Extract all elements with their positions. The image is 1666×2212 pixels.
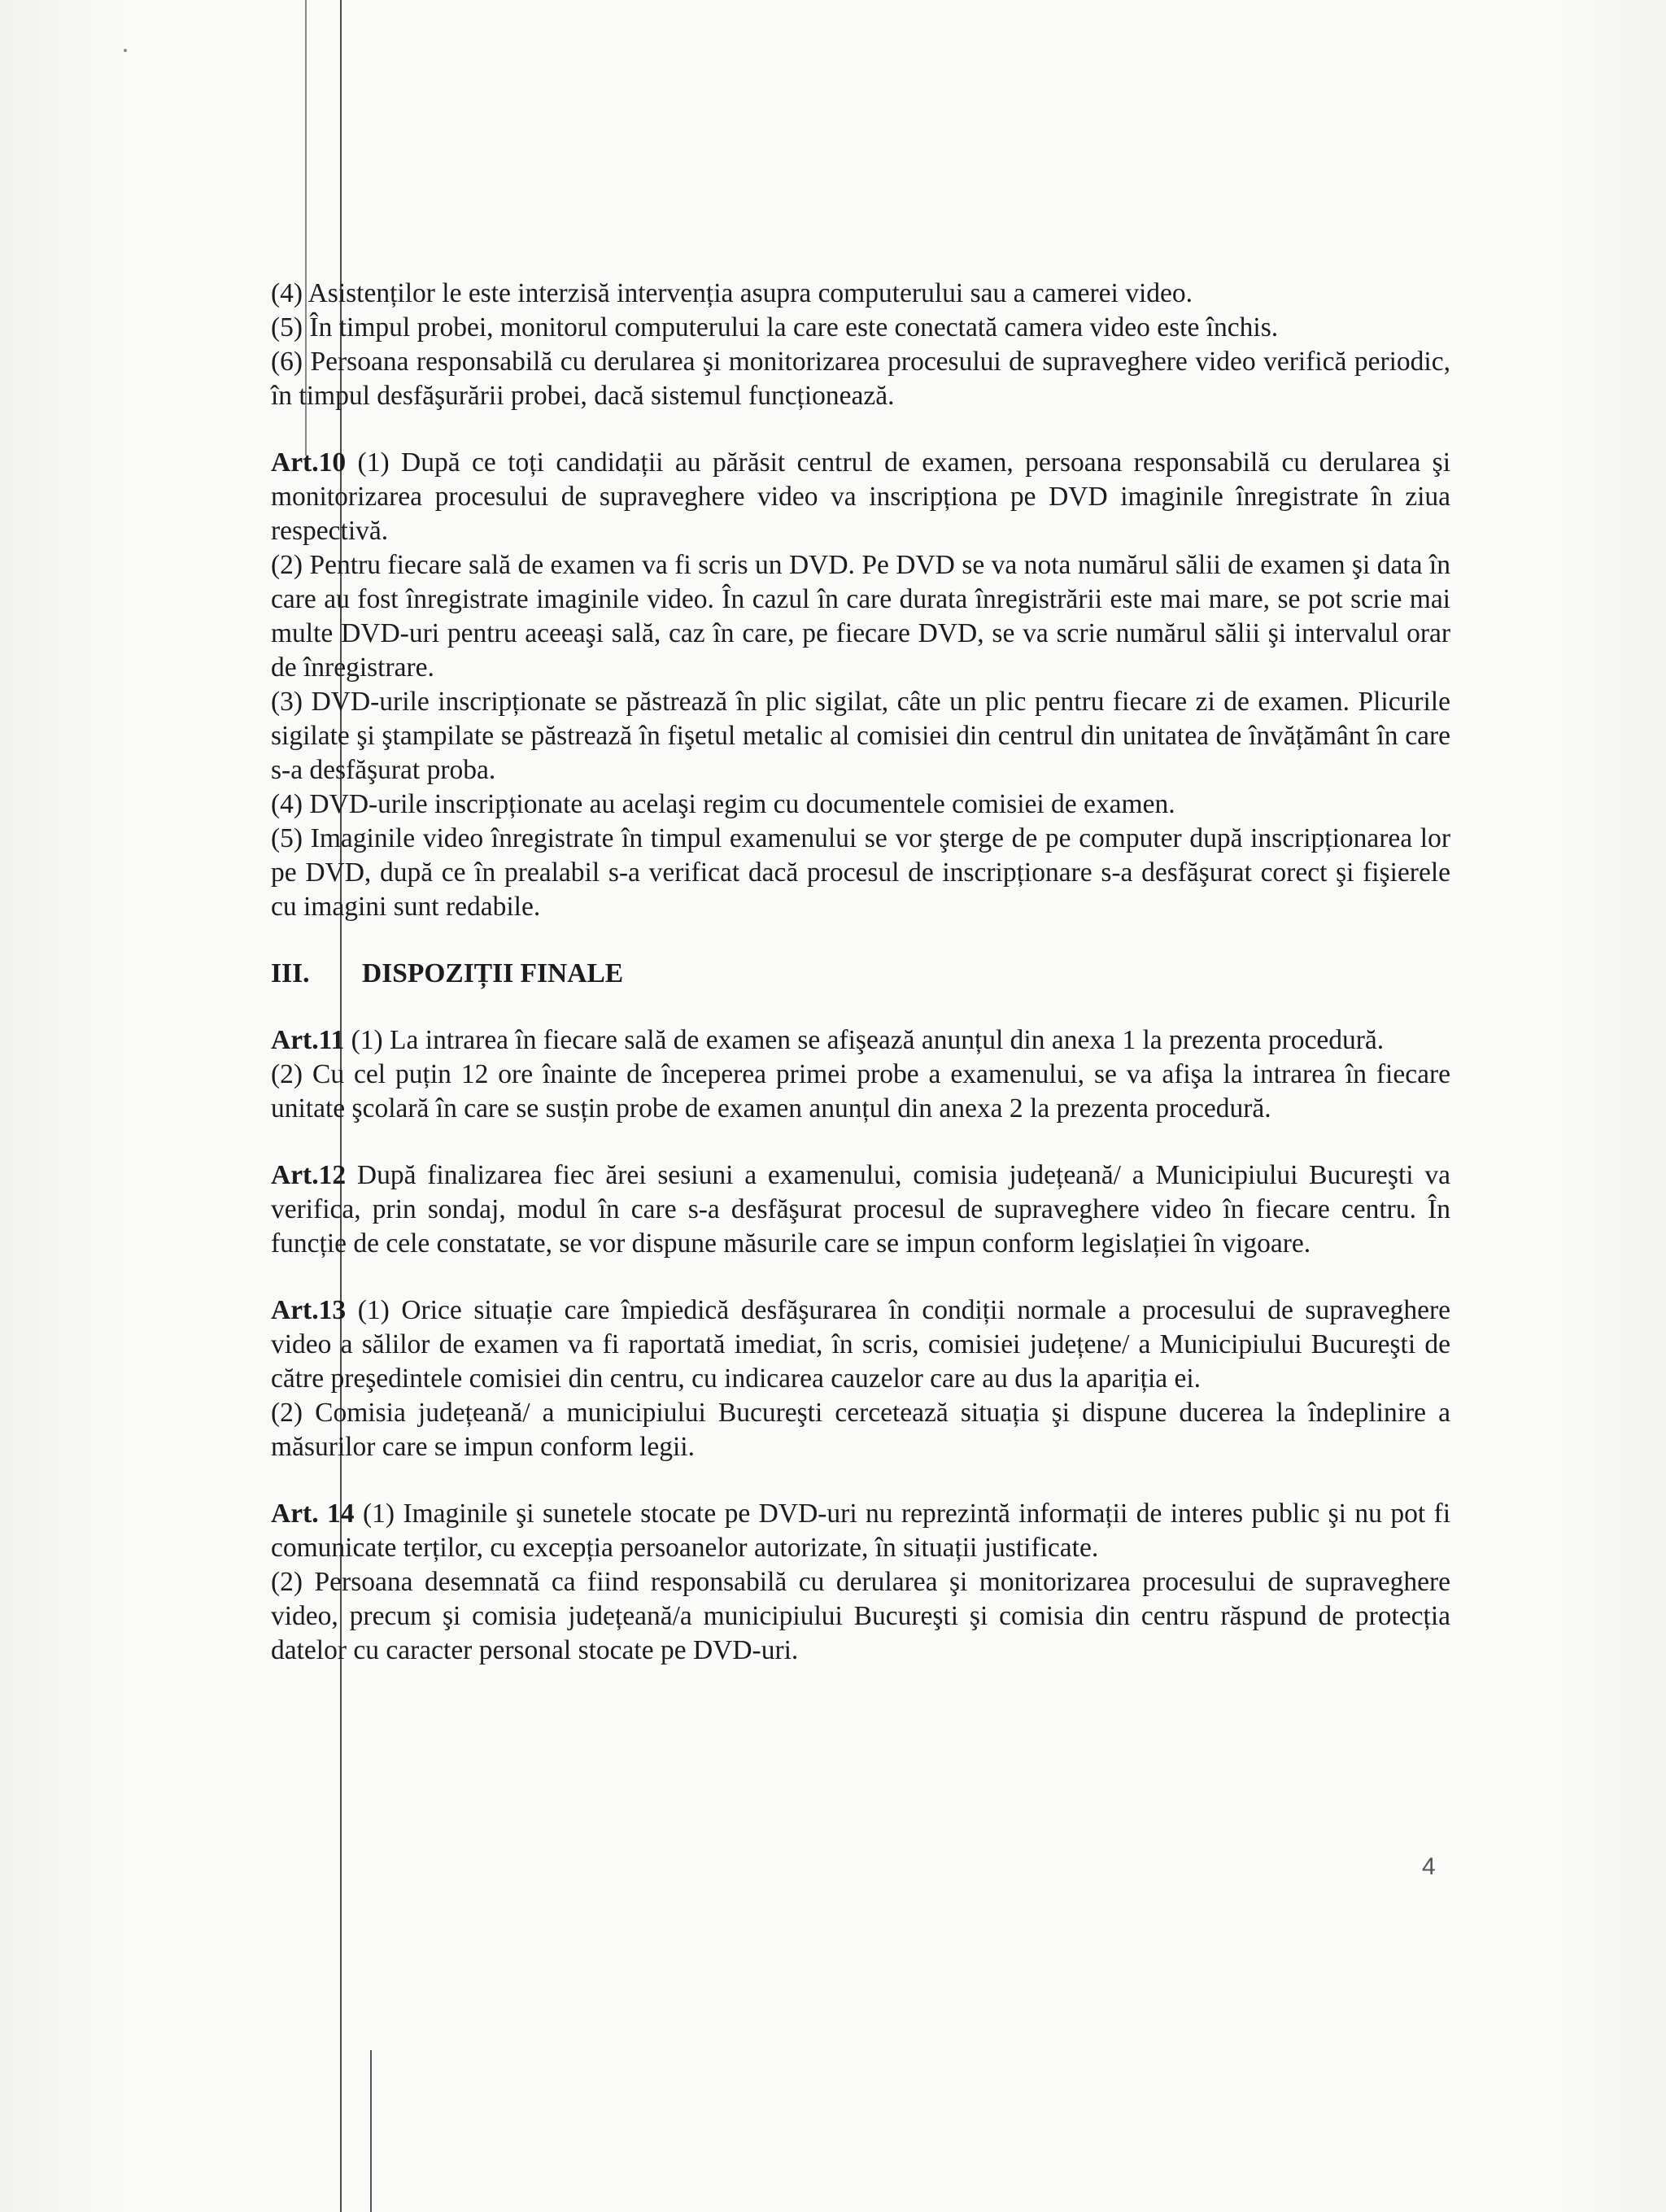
paragraph: (6) Persoana responsabilă cu derularea şi monitorizarea procesului de supraveghere video verifică periodic, în timpul desfăşurării probei, dacă sistemul funcționează. <box>271 347 1450 411</box>
section-heading <box>271 957 1450 991</box>
spacer <box>271 991 1450 1023</box>
paragraph: (2) Persoana desemnată ca fiind responsabilă cu derularea şi monitorizarea procesului de supraveghere video, precum şi comisia județeană/a municipiului Bucureşti şi comisia din centru răspund de protecția datelor cu caracter personal stocate pe DVD-uri. <box>271 1567 1450 1665</box>
section-title: DISPOZIȚII FINALE <box>362 958 624 988</box>
article-10-paragraph-1 <box>271 446 1450 548</box>
article-13-paragraph-1 <box>271 1294 1450 1396</box>
scan-speck <box>124 49 127 52</box>
spacer <box>271 1126 1450 1158</box>
article-label: Art. 14 <box>271 1499 355 1529</box>
paragraph: (5) În timpul probei, monitorul computerului la care este conectată camera video este închis. <box>271 312 1279 342</box>
article-text: (1) Orice situație care împiedică desfăşurarea în condiții normale a procesului de supraveghere video a sălilor de examen va fi raportată imediat, în scris, comisiei județene/ a Municipiului Bucureşti de către preşedintele comisiei din centru, cu indicarea cauzelor care au dus la apariția ei. <box>271 1295 1450 1394</box>
paragraph: (2) Cu cel puțin 12 ore înainte de începerea primei probe a examenului, se va afişa la intrarea în fiecare unitate şcolară în care se susțin probe de examen anunțul din anexa 2 la prezenta procedură. <box>271 1059 1450 1123</box>
article-14-paragraph-1 <box>271 1497 1450 1565</box>
spacer <box>271 1464 1450 1497</box>
paragraph: (4) Asistenților le este interzisă intervenția asupra computerului sau a camerei video. <box>271 278 1193 308</box>
article-11-paragraph-1 <box>271 1023 1450 1058</box>
section-number: III. <box>271 958 310 988</box>
spacer <box>271 413 1450 446</box>
paragraph: (5) Imaginile video înregistrate în timpul examenului se vor şterge de pe computer după inscripționarea lor pe DVD, după ce în prealabil s-a verificat dacă procesul de inscripționare s-a desfăşurat corect şi fişierele cu imagini sunt redabile. <box>271 823 1450 922</box>
article-text: (1) La intrarea în fiecare sală de examen se afişează anunțul din anexa 1 la prezenta procedură. <box>351 1025 1385 1055</box>
paragraph: (2) Comisia județeană/ a municipiului Bucureşti cercetează situația şi dispune ducerea la îndeplinire a măsurilor care se impun conform legii. <box>271 1398 1450 1462</box>
document-body <box>271 277 1450 1668</box>
article-label: Art.11 <box>271 1025 345 1055</box>
paragraph: (2) Pentru fiecare sală de examen va fi scris un DVD. Pe DVD se va nota numărul sălii de examen şi data în care au fost înregistrate imaginile video. În cazul în care durata înregistrării este mai mare, se pot scrie mai multe DVD-uri pentru aceeaşi sală, caz în care, pe fiecare DVD, se va scrie numărul sălii şi intervalul orar de înregistrare. <box>271 550 1450 683</box>
article-text: (1) După ce toți candidații au părăsit centrul de examen, persoana responsabilă cu derularea şi monitorizarea procesului de supraveghere video va inscripționa pe DVD imaginile înregistrate în ziua respectivă. <box>271 447 1451 546</box>
article-label: Art.10 <box>271 447 347 478</box>
article-label: Art.13 <box>271 1295 347 1325</box>
article-label: Art.12 <box>271 1160 347 1190</box>
article-text: (1) Imaginile şi sunetele stocate pe DVD-uri nu reprezintă informații de interes public şi nu pot fi comunicate terților, cu excepția persoanelor autorizate, în situații justificate. <box>271 1499 1451 1563</box>
page-number: 4 <box>1422 1853 1436 1880</box>
spacer <box>271 1261 1450 1294</box>
scan-artifact-line <box>370 2050 372 2212</box>
article-text: După finalizarea fiec ărei sesiuni a examenului, comisia județeană/ a Municipiului Bucureşti va verifica, prin sondaj, modul în care s-a desfăşurat procesul de supraveghere video în fiecare centru. În funcție de cele constatate, se vor dispune măsurile care se impun conform legislației în vigoare. <box>271 1160 1450 1259</box>
article-12-paragraph <box>271 1158 1450 1261</box>
paragraph: (4) DVD-urile inscripționate au acelaşi regim cu documentele comisiei de examen. <box>271 789 1175 819</box>
paragraph: (3) DVD-urile inscripționate se păstrează în plic sigilat, câte un plic pentru fiecare zi de examen. Plicurile sigilate şi ştampilate se păstrează în fişetul metalic al comisiei din centrul din unitatea de învățământ în care s-a desfăşurat proba. <box>271 687 1450 785</box>
spacer <box>271 924 1450 957</box>
